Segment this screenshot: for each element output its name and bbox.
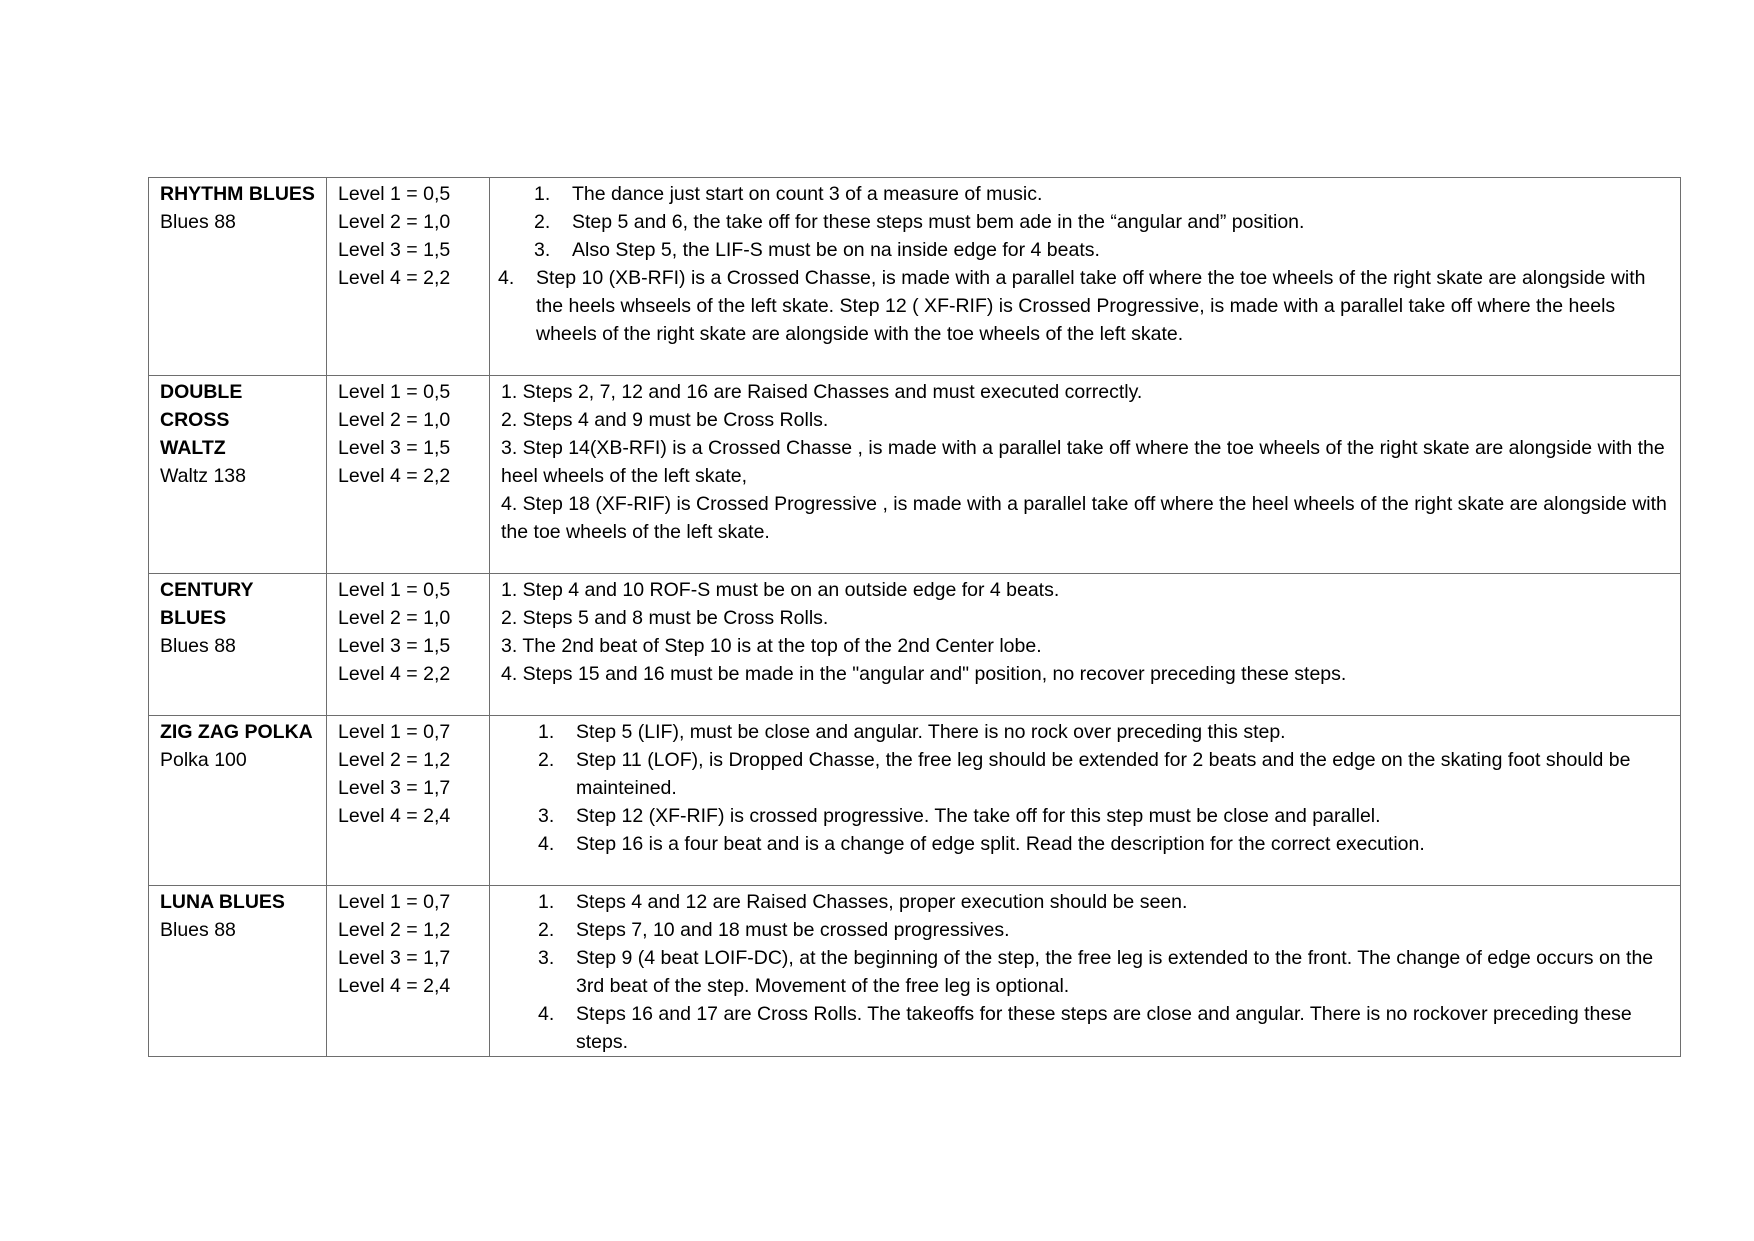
notes-cell xyxy=(490,574,1681,716)
level-value: Level 3 = 1,5 xyxy=(338,239,451,261)
list-item xyxy=(501,434,1670,490)
levels-cell xyxy=(327,178,490,376)
level-value: Level 3 = 1,5 xyxy=(338,437,451,459)
level-value: Level 4 = 2,2 xyxy=(338,465,451,487)
level-value: Level 1 = 0,5 xyxy=(338,183,451,205)
level-value: Level 3 = 1,5 xyxy=(338,635,451,657)
list-item xyxy=(501,660,1670,688)
note-text: 3. The 2nd beat of Step 10 is at the top of the 2nd Center lobe. xyxy=(501,635,1042,657)
level-value: Level 1 = 0,7 xyxy=(338,891,451,913)
dance-cell xyxy=(149,178,327,376)
note-text: Step 11 (LOF), is Dropped Chasse, the free leg should be extended for 2 beats and the edge on the skating foot should be mainteined. xyxy=(576,749,1631,799)
level-value: Level 4 = 2,2 xyxy=(338,663,451,685)
list-item xyxy=(501,378,1670,406)
levels-cell xyxy=(327,376,490,574)
note-text: 1. Step 4 and 10 ROF-S must be on an outside edge for 4 beats. xyxy=(501,579,1060,601)
list-item xyxy=(498,208,1670,236)
level-value: Level 1 = 0,5 xyxy=(338,381,451,403)
dance-cell xyxy=(149,716,327,886)
note-number: 1. xyxy=(538,721,555,743)
dance-name: LUNA BLUES xyxy=(160,891,285,913)
note-text: Step 5 and 6, the take off for these steps must bem ade in the “angular and” position. xyxy=(572,211,1305,233)
levels-cell xyxy=(327,886,490,1057)
note-text: 2. Steps 5 and 8 must be Cross Rolls. xyxy=(501,607,829,629)
list-item xyxy=(501,406,1670,434)
level-value: Level 2 = 1,2 xyxy=(338,749,451,771)
list-item xyxy=(501,576,1670,604)
dance-name: RHYTHM BLUES xyxy=(160,183,315,205)
note-number: 1. xyxy=(538,891,555,913)
note-number: 2. xyxy=(534,211,551,233)
dance-cell xyxy=(149,376,327,574)
list-item xyxy=(498,236,1670,264)
table-row xyxy=(149,574,1681,716)
level-value: Level 1 = 0,7 xyxy=(338,721,451,743)
levels-cell xyxy=(327,574,490,716)
level-value: Level 2 = 1,0 xyxy=(338,607,451,629)
level-value: Level 2 = 1,2 xyxy=(338,919,451,941)
dance-music: Blues 88 xyxy=(160,919,236,941)
list-item xyxy=(501,746,1670,802)
note-text: 1. Steps 2, 7, 12 and 16 are Raised Chasses and must executed correctly. xyxy=(501,381,1143,403)
level-value: Level 3 = 1,7 xyxy=(338,947,451,969)
note-text: 3. Step 14(XB-RFI) is a Crossed Chasse , is made with a parallel take off where the toe wheels of the right skate are alongside with the heel wheels of the left skate, xyxy=(501,437,1665,487)
level-value: Level 4 = 2,4 xyxy=(338,805,451,827)
list-item xyxy=(498,264,1670,348)
list-item xyxy=(501,632,1670,660)
note-number: 2. xyxy=(538,749,555,771)
list-item xyxy=(498,180,1670,208)
notes-cell xyxy=(490,376,1681,574)
list-item xyxy=(501,604,1670,632)
note-text: Steps 4 and 12 are Raised Chasses, proper execution should be seen. xyxy=(576,891,1188,913)
dance-name: ZIG ZAG POLKA xyxy=(160,721,313,743)
level-value: Level 1 = 0,5 xyxy=(338,579,451,601)
dance-cell xyxy=(149,574,327,716)
note-text: Step 16 is a four beat and is a change of edge split. Read the description for the correct execution. xyxy=(576,833,1425,855)
list-item xyxy=(501,490,1670,546)
table-row xyxy=(149,716,1681,886)
note-number: 2. xyxy=(538,919,555,941)
note-text: Step 10 (XB-RFI) is a Crossed Chasse, is made with a parallel take off where the toe wheels of the right skate are alongside with the heels whseels of the left skate. Step 12 ( XF-RIF) is Crossed Progressive, is made with a parallel take off where the heels wheels of the right skate are alongside with the toe wheels of the left skate. xyxy=(536,267,1646,345)
list-item xyxy=(501,944,1670,1000)
note-text: Step 5 (LIF), must be close and angular. There is no rock over preceding this step. xyxy=(576,721,1286,743)
note-text: Steps 7, 10 and 18 must be crossed progressives. xyxy=(576,919,1010,941)
list-item xyxy=(501,916,1670,944)
dance-music: Waltz 138 xyxy=(160,465,246,487)
note-number: 4. xyxy=(498,267,515,289)
note-text: Step 12 (XF-RIF) is crossed progressive. The take off for this step must be close and parallel. xyxy=(576,805,1381,827)
level-value: Level 4 = 2,4 xyxy=(338,975,451,997)
dance-table xyxy=(148,177,1681,1057)
level-value: Level 2 = 1,0 xyxy=(338,211,451,233)
list-item xyxy=(501,830,1670,858)
list-item xyxy=(501,802,1670,830)
notes-cell xyxy=(490,886,1681,1057)
note-text: 2. Steps 4 and 9 must be Cross Rolls. xyxy=(501,409,829,431)
dance-music: Blues 88 xyxy=(160,211,236,233)
list-item xyxy=(501,718,1670,746)
note-number: 3. xyxy=(538,947,555,969)
dance-music: Blues 88 xyxy=(160,635,236,657)
note-number: 4. xyxy=(538,833,555,855)
list-item xyxy=(501,888,1670,916)
table-row xyxy=(149,376,1681,574)
dance-name: DOUBLE CROSS WALTZ xyxy=(160,381,243,459)
note-number: 3. xyxy=(534,239,551,261)
table-row xyxy=(149,178,1681,376)
note-number: 1. xyxy=(534,183,551,205)
note-text: Step 9 (4 beat LOIF-DC), at the beginning of the step, the free leg is extended to the front. The change of edge occurs on the 3rd beat of the step. Movement of the free leg is optional. xyxy=(576,947,1654,997)
notes-cell xyxy=(490,178,1681,376)
notes-cell xyxy=(490,716,1681,886)
note-text: The dance just start on count 3 of a measure of music. xyxy=(572,183,1043,205)
note-text: Also Step 5, the LIF-S must be on na inside edge for 4 beats. xyxy=(572,239,1100,261)
level-value: Level 3 = 1,7 xyxy=(338,777,451,799)
dance-name: CENTURY BLUES xyxy=(160,579,254,629)
level-value: Level 4 = 2,2 xyxy=(338,267,451,289)
levels-cell xyxy=(327,716,490,886)
note-number: 3. xyxy=(538,805,555,827)
level-value: Level 2 = 1,0 xyxy=(338,409,451,431)
note-text: 4. Step 18 (XF-RIF) is Crossed Progressive , is made with a parallel take off where the heel wheels of the right skate are alongside with the toe wheels of the left skate. xyxy=(501,493,1667,543)
note-number: 4. xyxy=(538,1003,555,1025)
note-text: Steps 16 and 17 are Cross Rolls. The takeoffs for these steps are close and angular. There is no rockover preceding these steps. xyxy=(576,1003,1632,1053)
table-row xyxy=(149,886,1681,1057)
dance-music: Polka 100 xyxy=(160,749,247,771)
list-item xyxy=(501,1000,1670,1056)
dance-cell xyxy=(149,886,327,1057)
note-text: 4. Steps 15 and 16 must be made in the "angular and" position, no recover preceding these steps. xyxy=(501,663,1347,685)
